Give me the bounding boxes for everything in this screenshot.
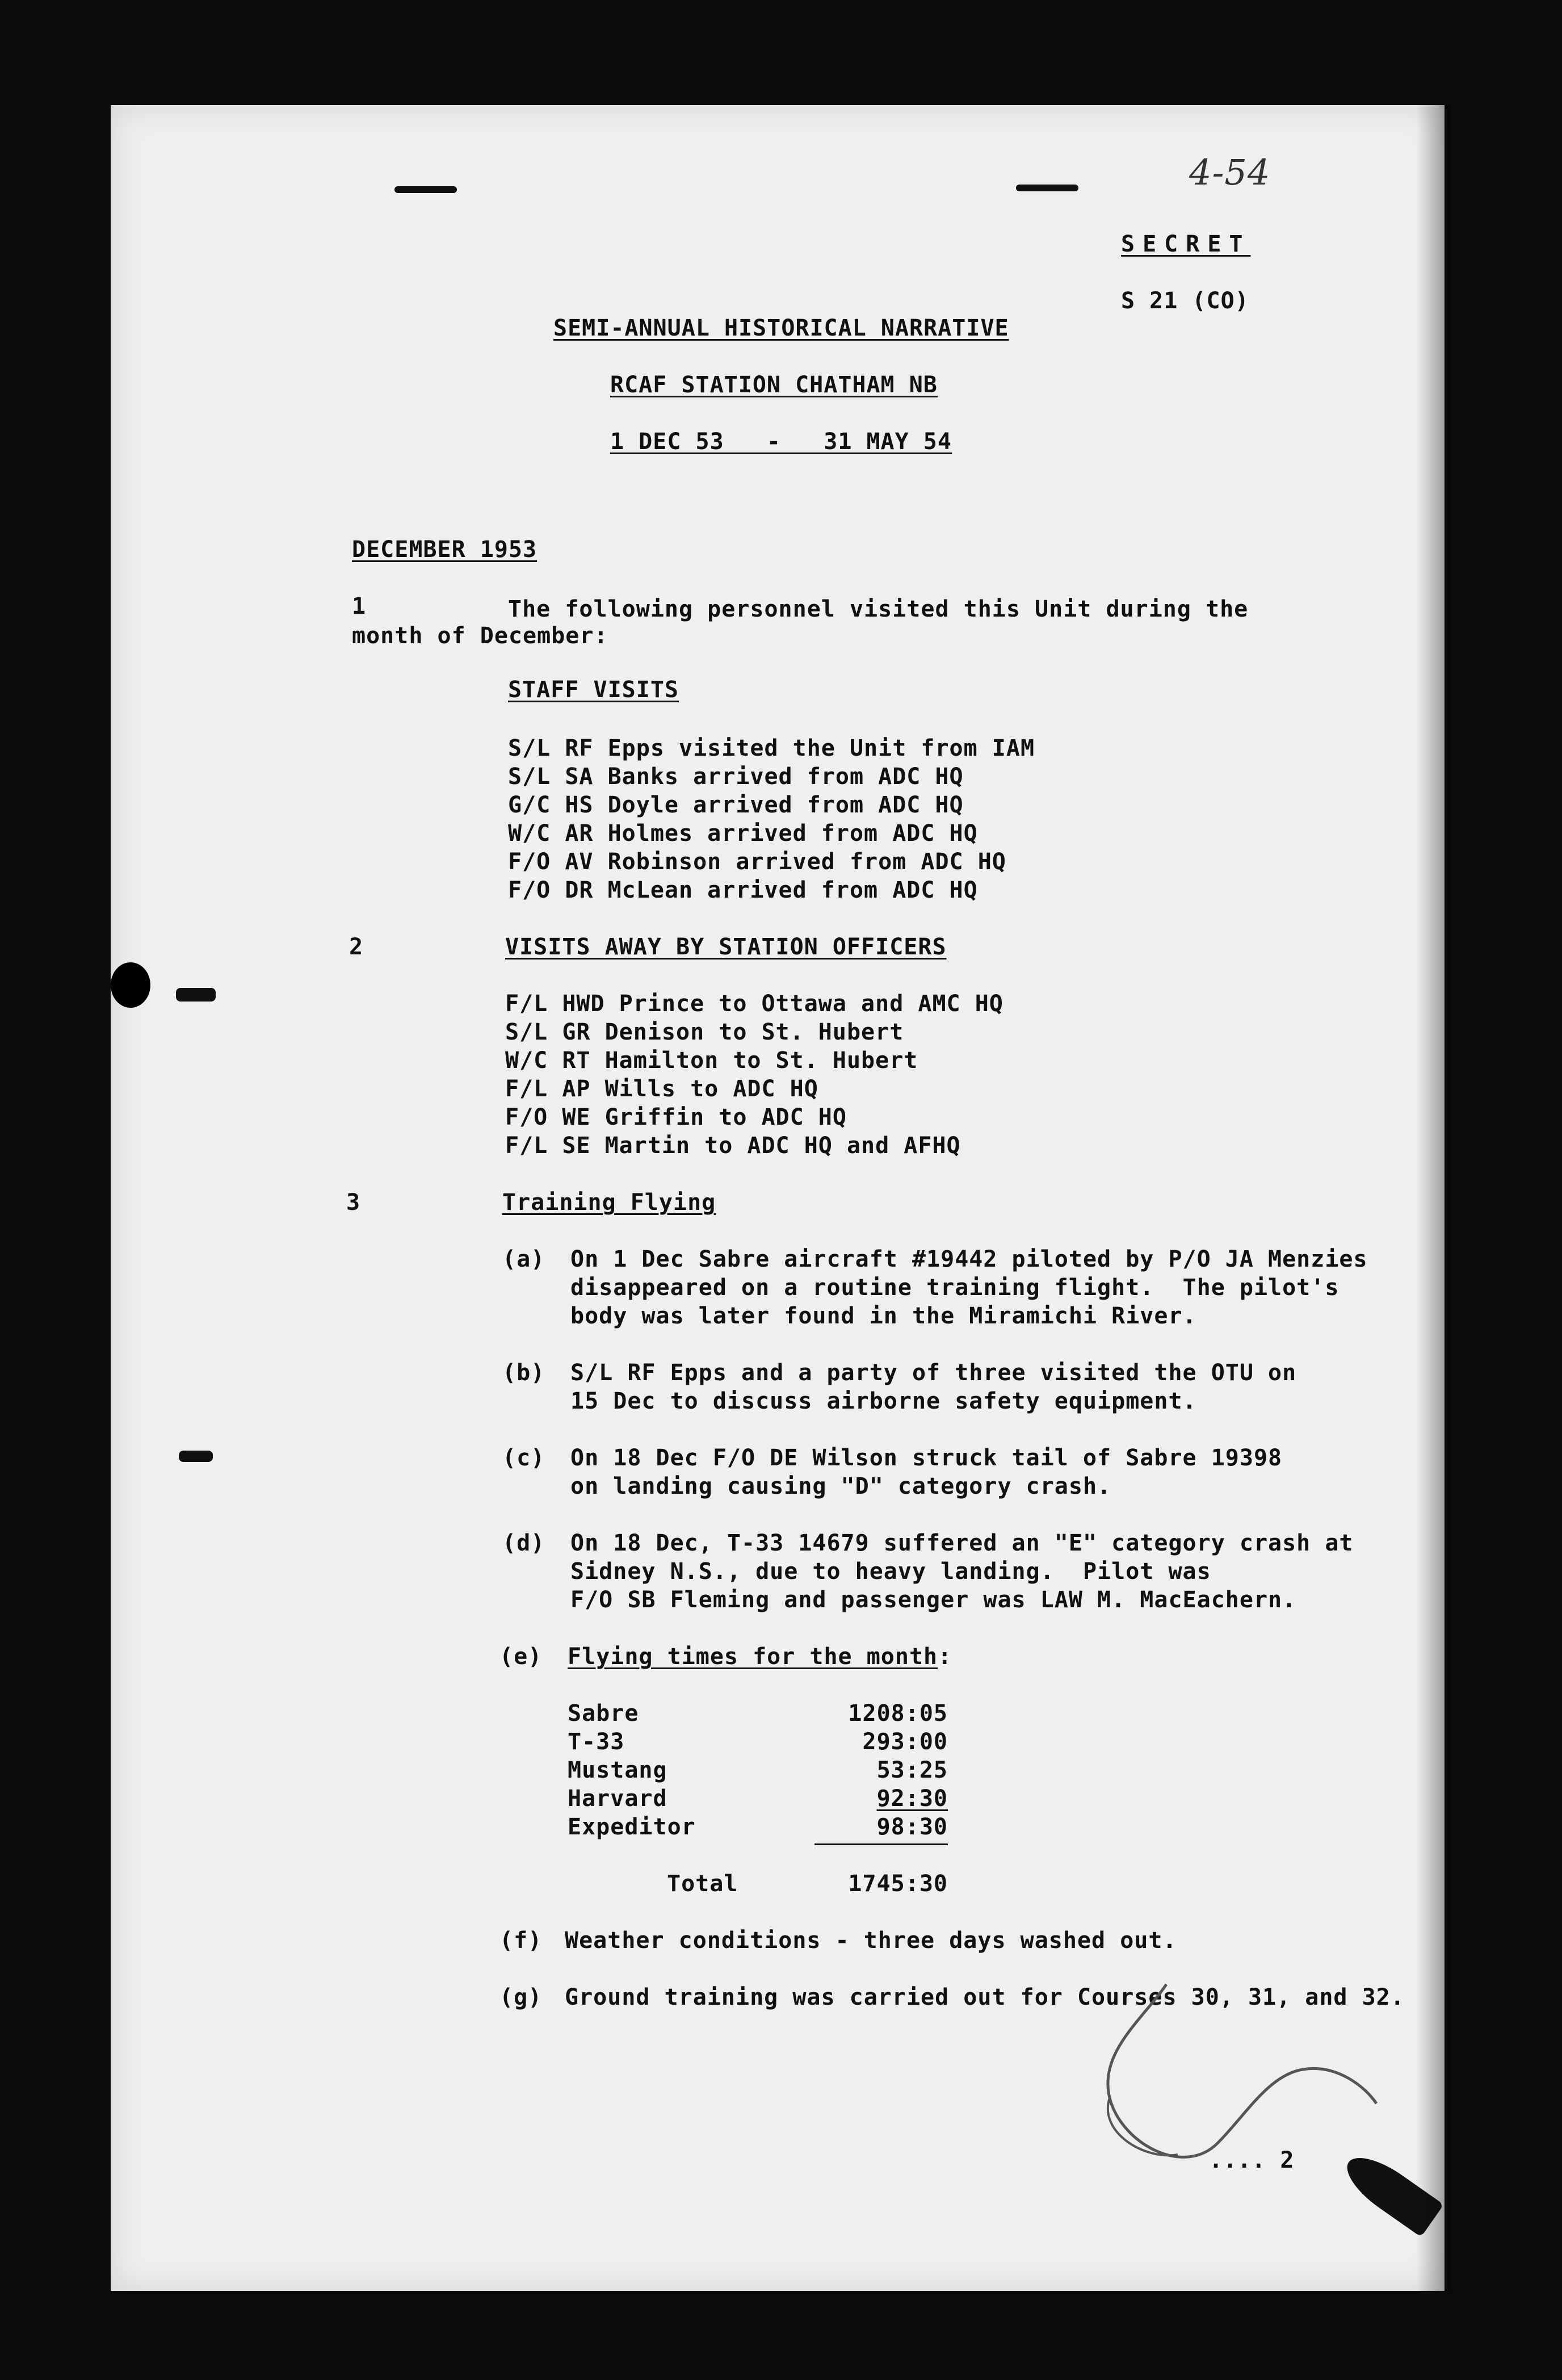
staff-visit-item: S/L RF Epps visited the Unit from IAM xyxy=(508,735,1035,761)
punch-hole xyxy=(111,962,150,1008)
aircraft-name: Mustang xyxy=(568,1757,667,1783)
paragraph-number: 2 xyxy=(349,934,364,960)
aircraft-name: Expeditor xyxy=(568,1814,696,1840)
flying-time: 293:00 xyxy=(862,1729,948,1755)
staff-visit-item: F/O DR McLean arrived from ADC HQ xyxy=(508,877,978,903)
classification-marking: SECRET xyxy=(1121,231,1251,257)
handwritten-reference: 4-54 xyxy=(1189,152,1271,193)
file-reference: S 21 (CO) xyxy=(1121,288,1249,314)
aircraft-name: Harvard xyxy=(568,1786,667,1812)
item-text: 15 Dec to discuss airborne safety equipment. xyxy=(570,1388,1197,1414)
item-text: on landing causing "D" category crash. xyxy=(570,1473,1112,1499)
item-text: On 18 Dec F/O DE Wilson struck tail of Sabre 19398 xyxy=(570,1445,1283,1471)
heading-colon: : xyxy=(938,1644,952,1670)
document-title: SEMI-ANNUAL HISTORICAL NARRATIVE xyxy=(553,315,1009,341)
flying-time: 92:30 xyxy=(876,1786,948,1812)
visit-away-item: F/L AP Wills to ADC HQ xyxy=(505,1076,818,1102)
item-text: disappeared on a routine training flight. The pilot's xyxy=(570,1275,1340,1301)
aircraft-name: Sabre xyxy=(568,1700,639,1727)
continuation-marker: .... 2 xyxy=(1209,2147,1295,2173)
month-heading: DECEMBER 1953 xyxy=(352,537,538,563)
paragraph-number: 3 xyxy=(346,1189,361,1216)
total-value: 1745:30 xyxy=(848,1871,948,1897)
total-label: Total xyxy=(667,1871,738,1897)
item-label: (f) xyxy=(499,1928,543,1954)
item-text: Ground training was carried out for Courses 30, 31, and 32. xyxy=(565,1984,1405,2010)
total-rule xyxy=(814,1843,948,1845)
staple-mark xyxy=(1016,185,1078,191)
visit-away-item: W/C RT Hamilton to St. Hubert xyxy=(505,1047,918,1074)
flying-time: 1208:05 xyxy=(848,1700,948,1727)
item-label: (c) xyxy=(502,1445,545,1471)
date-range: 1 DEC 53 - 31 MAY 54 xyxy=(610,429,952,455)
item-text: Sidney N.S., due to heavy landing. Pilot was xyxy=(570,1558,1211,1585)
visit-away-item: S/L GR Denison to St. Hubert xyxy=(505,1019,904,1045)
training-flying-heading: Training Flying xyxy=(502,1189,716,1216)
staff-visit-item: F/O AV Robinson arrived from ADC HQ xyxy=(508,849,1006,875)
item-label: (e) xyxy=(499,1644,543,1670)
handwritten-scribble xyxy=(1030,1973,1393,2245)
item-text: body was later found in the Miramichi River. xyxy=(570,1303,1197,1329)
paragraph-text: month of December: xyxy=(352,623,608,649)
item-text: On 1 Dec Sabre aircraft #19442 piloted by P/O JA Menzies xyxy=(570,1246,1368,1272)
item-label: (b) xyxy=(502,1360,545,1386)
item-label: (d) xyxy=(502,1530,545,1556)
flying-time: 53:25 xyxy=(876,1757,948,1783)
item-text: F/O SB Fleming and passenger was LAW M. MacEachern. xyxy=(570,1587,1297,1613)
visit-away-item: F/L SE Martin to ADC HQ and AFHQ xyxy=(505,1133,961,1159)
visit-away-item: F/L HWD Prince to Ottawa and AMC HQ xyxy=(505,991,1003,1017)
flying-time: 98:30 xyxy=(876,1814,948,1840)
staple-mark xyxy=(394,186,457,193)
staple-mark xyxy=(176,988,216,1002)
item-label: (g) xyxy=(499,1984,543,2010)
visit-away-item: F/O WE Griffin to ADC HQ xyxy=(505,1104,847,1130)
flying-times-heading: Flying times for the month xyxy=(568,1644,938,1670)
paragraph-number: 1 xyxy=(352,593,367,619)
visits-away-heading: VISITS AWAY BY STATION OFFICERS xyxy=(505,934,947,960)
staff-visit-item: S/L SA Banks arrived from ADC HQ xyxy=(508,764,964,790)
item-text: S/L RF Epps and a party of three visited the OTU on xyxy=(570,1360,1297,1386)
staple-mark xyxy=(179,1451,213,1462)
station-name: RCAF STATION CHATHAM NB xyxy=(610,372,938,398)
staff-visit-item: G/C HS Doyle arrived from ADC HQ xyxy=(508,792,964,818)
document-page xyxy=(111,105,1445,2291)
item-label: (a) xyxy=(502,1246,545,1272)
staff-visit-item: W/C AR Holmes arrived from ADC HQ xyxy=(508,820,978,847)
paragraph-text: The following personnel visited this Unit during the xyxy=(508,596,1249,622)
item-text xyxy=(568,1645,952,1668)
aircraft-name: T-33 xyxy=(568,1729,625,1755)
staff-visits-heading: STAFF VISITS xyxy=(508,677,679,703)
item-text: Weather conditions - three days washed out. xyxy=(565,1928,1177,1954)
item-text: On 18 Dec, T-33 14679 suffered an "E" category crash at xyxy=(570,1530,1354,1556)
